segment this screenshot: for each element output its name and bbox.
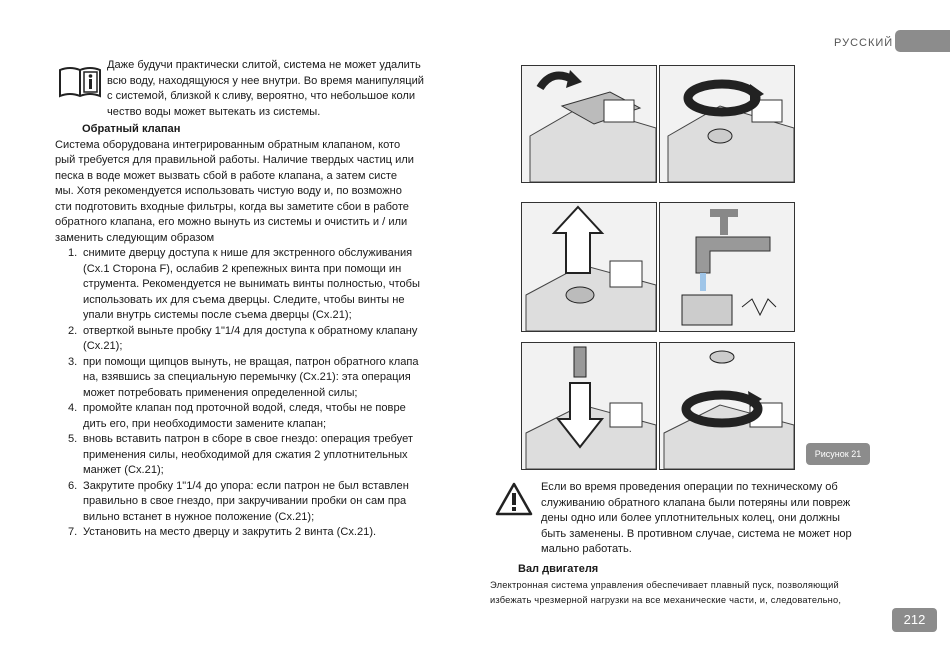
- step-line: манжет (Сх.21);: [83, 464, 164, 476]
- info-note: [55, 58, 463, 122]
- step-number: 7.: [68, 526, 78, 538]
- figure-panel-unscrew-plug: [659, 65, 795, 183]
- step-line: на, взявшись за специальную перемычку (Сх.21): эта операция: [83, 371, 411, 383]
- step-line: упали внутрь системы после съема дверцы (Сх.21);: [83, 309, 352, 321]
- figure-panel-wash-valve: [659, 202, 795, 332]
- motor-line: избежать чрезмерной нагрузки на все механические части, и, следовательно,: [490, 595, 842, 605]
- step-number: 5.: [68, 433, 78, 445]
- list-item: [55, 432, 463, 479]
- paragraph-line: мы. Хотя рекомендуется использовать чистую воду и, по возможно: [55, 185, 402, 197]
- step-line: снимите дверцу доступа к нише для экстренного обслуживания: [83, 247, 413, 259]
- paragraph-line: песка в воде может вызвать сбой в работе клапана, а затем систе: [55, 169, 398, 182]
- step-number: 4.: [68, 402, 78, 414]
- list-item: [55, 525, 463, 541]
- figure-panel-remove-door: [521, 65, 657, 183]
- step-line: дить его, при необходимости замените клапан;: [83, 417, 327, 430]
- paragraph-line: рый требуется для правильной работы. Наличие твердых частиц или: [55, 154, 414, 166]
- warning-line: быть заменены. В противном случае, система не может нор: [541, 527, 852, 540]
- step-number: 1.: [68, 247, 78, 259]
- warning-line: Если во время проведения операции по техническому об: [541, 481, 838, 493]
- step-line: применения силы, необходимой для сжатия 2 уплотнительных: [83, 448, 408, 461]
- paragraph-line: Система оборудована интегрированным обратным клапаном, кото: [55, 138, 401, 151]
- left-column: [55, 58, 463, 541]
- step-line: струмента. Рекомендуется не вынимать винты полностью, чтобы: [83, 278, 420, 290]
- step-line: правильно в свое гнездо, при закручивании пробки он сам пра: [83, 495, 407, 507]
- warning-line: дены одно или более уплотнительных колец, они должны: [541, 512, 840, 524]
- page-number: 212: [892, 608, 937, 632]
- list-item: [55, 479, 463, 526]
- step-line: (Сх.21);: [83, 340, 123, 352]
- step-line: отверткой выньте пробку 1"1/4 для доступа к обратному клапану: [83, 324, 418, 337]
- figure-label: Рисунок 21: [806, 443, 870, 465]
- figure-panel-insert-cartridge: [521, 342, 657, 470]
- step-line: вновь вставить патрон в сборе в свое гнездо: операция требует: [83, 433, 413, 445]
- warning-line: служиванию обратного клапана были потеряны или повреж: [541, 496, 851, 509]
- step-number: 3.: [68, 355, 78, 368]
- step-line: вильно встанет в нужное положение (Сх.21);: [83, 510, 315, 523]
- list-item: [55, 355, 463, 402]
- step-line: Установить на место дверцу и закрутить 2 винта (Сх.21).: [83, 526, 377, 538]
- list-item: [55, 246, 463, 324]
- paragraph-line: сти подготовить входные фильтры, когда вы заметите сбои в работе: [55, 200, 409, 213]
- list-item: [55, 401, 463, 432]
- paragraph-line: обратного клапана, его можно вынуть из системы и очистить и / или: [55, 216, 408, 228]
- step-number: 6.: [68, 479, 78, 492]
- book-info-icon: [58, 64, 102, 100]
- section-heading: Обратный клапан: [82, 123, 181, 135]
- figure-panel-screw-plug: [659, 342, 795, 470]
- motor-paragraph: [490, 578, 896, 608]
- steps-list: [55, 246, 463, 541]
- step-line: промойте клапан под проточной водой, следя, чтобы не повре: [83, 402, 406, 414]
- paragraph-line: заменить следующим образом: [55, 231, 215, 244]
- step-line: может потребовать применения определенной силы;: [83, 386, 358, 399]
- step-line: (Сх.1 Сторона F), ослабив 2 крепежных винта при помощи ин: [83, 262, 402, 275]
- language-label: РУССКИЙ: [834, 37, 894, 49]
- step-line: при помощи щипцов вынуть, не вращая, патрон обратного клапа: [83, 355, 419, 368]
- info-note-line: чество воды может вытекать из системы.: [107, 105, 321, 118]
- list-item: [55, 324, 463, 355]
- warning-icon: [495, 482, 533, 516]
- figure-panel-pull-cartridge: [521, 202, 657, 332]
- info-note-line: Даже будучи практически слитой, система не может удалить: [107, 59, 421, 71]
- language-tab: [895, 30, 950, 52]
- info-note-line: всю воду, находящуюся у нее внутри. Во время манипуляций: [107, 74, 424, 87]
- info-note-line: с системой, близкой к сливу, вероятно, что небольшое коли: [107, 90, 416, 102]
- step-number: 2.: [68, 324, 78, 337]
- motor-heading: Вал двигателя: [518, 563, 599, 575]
- warning-note: [495, 480, 895, 558]
- warning-line: мально работать.: [541, 543, 632, 555]
- step-line: использовать их для съема дверцы. Следите, чтобы винты не: [83, 293, 405, 306]
- step-line: Закрутите пробку 1"1/4 до упора: если патрон не был вставлен: [83, 479, 409, 492]
- motor-line: Электронная система управления обеспечивает плавный пуск, позволяющий: [490, 580, 839, 590]
